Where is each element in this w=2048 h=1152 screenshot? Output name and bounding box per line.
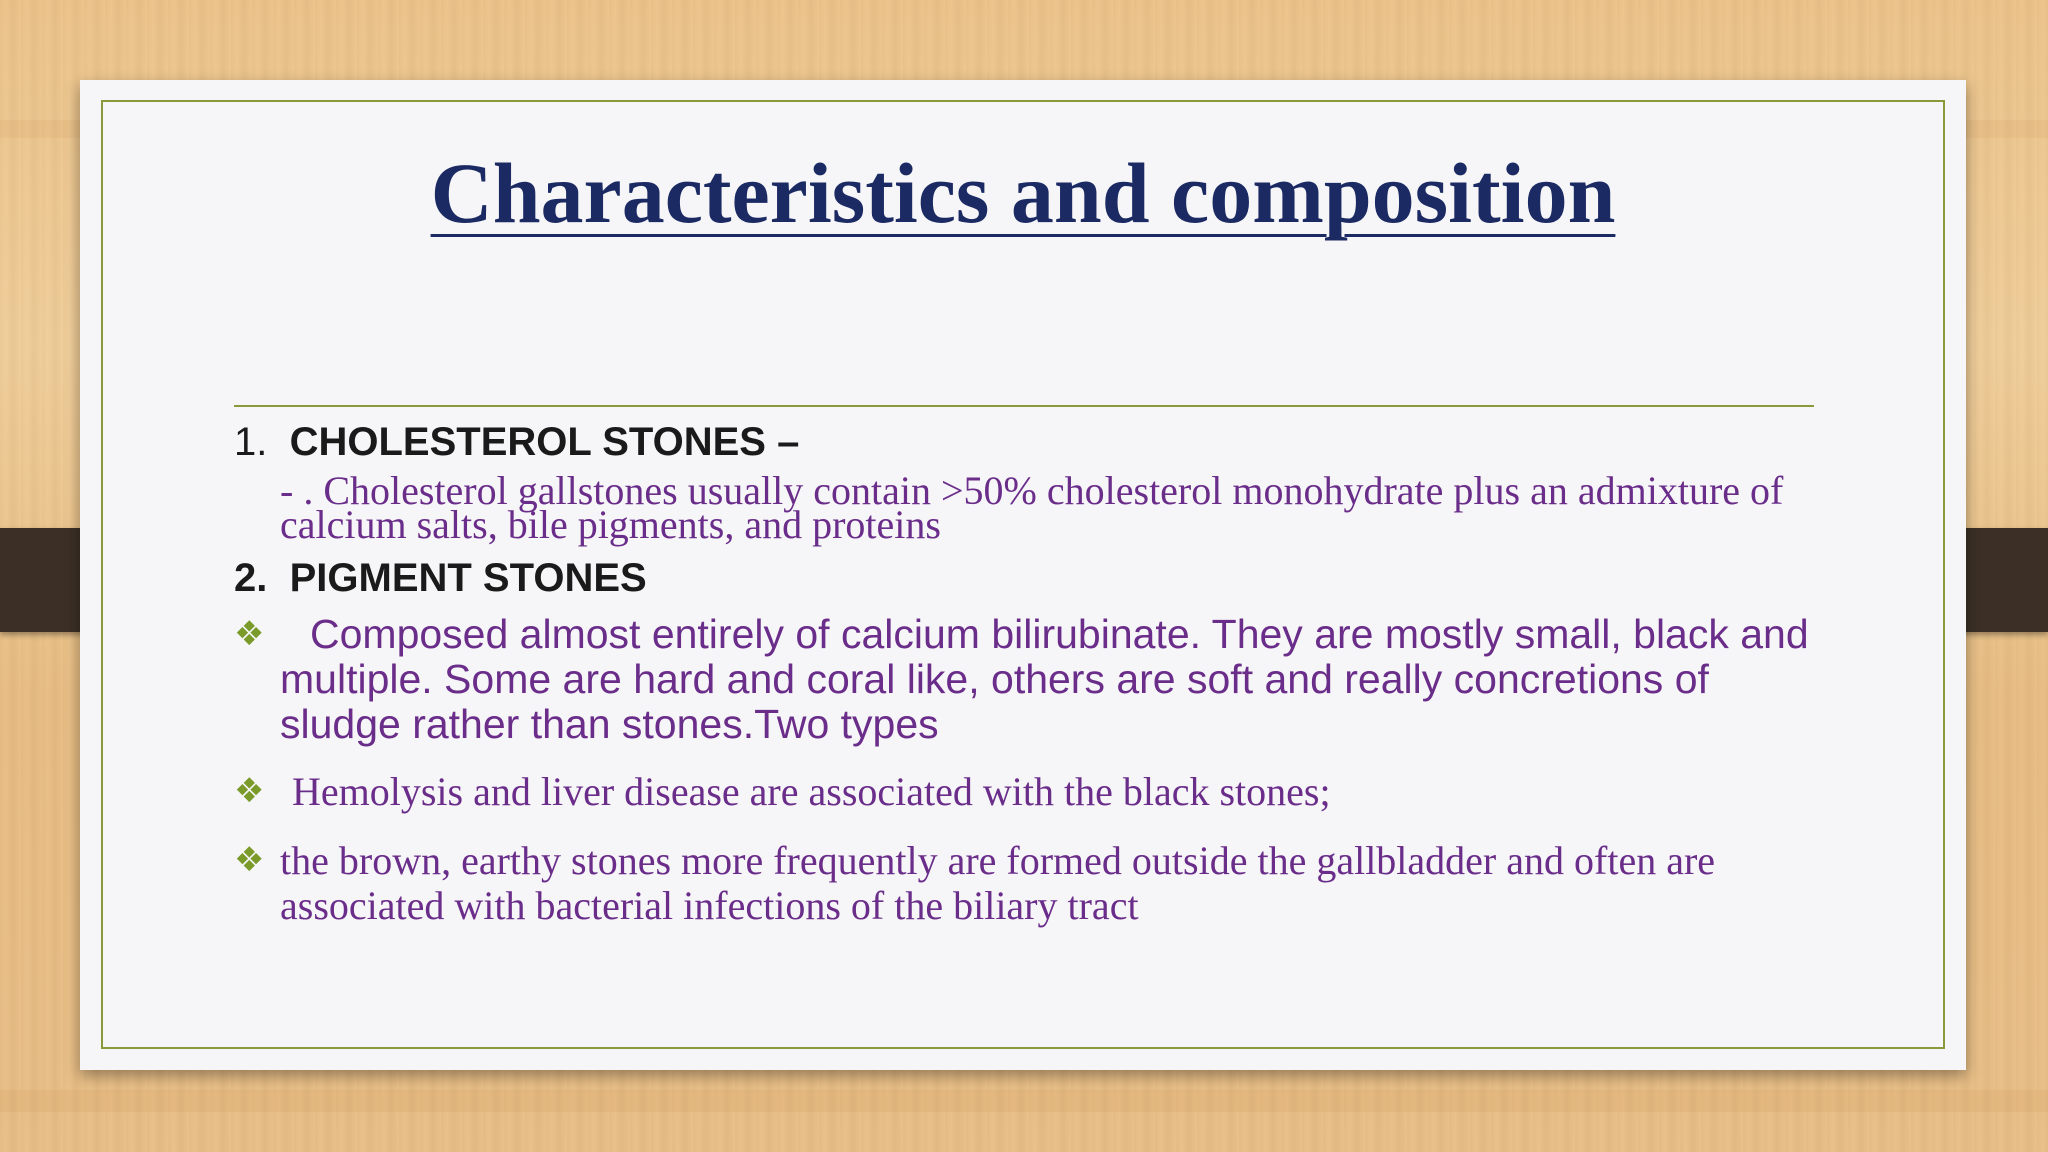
bullet-item [234, 838, 1834, 928]
diamond-bullet-icon: ❖ [234, 771, 265, 811]
section-heading-pigment [234, 554, 1834, 608]
diamond-bullet-icon: ❖ [234, 614, 265, 654]
slide-title: Characteristics and composition [430, 145, 1616, 241]
bullet-text: Composed almost entirely of calcium bilirubinate. They are mostly small, black and multiple. Some are hard and coral like, others are soft and really concretions of sludge rather than stones.Two types [280, 611, 1809, 747]
section-heading-text: CHOLESTEROL STONES – [289, 420, 800, 464]
divider-line [234, 405, 1814, 407]
section-heading-cholesterol [234, 418, 1834, 466]
section-number: 1. [234, 420, 268, 464]
bullet-item [234, 612, 1834, 747]
bullet-text: Hemolysis and liver disease are associated with the black stones; [292, 769, 1331, 814]
diamond-bullet-icon: ❖ [234, 840, 265, 880]
cholesterol-detail: - . Cholesterol gallstones usually contain >50% cholesterol monohydrate plus an admixture of calcium salts, bile pigments, and proteins [280, 468, 1784, 547]
slide-paper [80, 80, 1966, 1070]
slide-content [234, 418, 1834, 928]
wood-grain [0, 1090, 2048, 1112]
section-heading-text: PIGMENT STONES [289, 556, 647, 600]
section-number: 2. [234, 556, 268, 600]
bullet-item [234, 769, 1834, 814]
bullet-text: the brown, earthy stones more frequently are formed outside the gallbladder and often are associated with bacterial infections of the biliary tract [280, 838, 1716, 928]
